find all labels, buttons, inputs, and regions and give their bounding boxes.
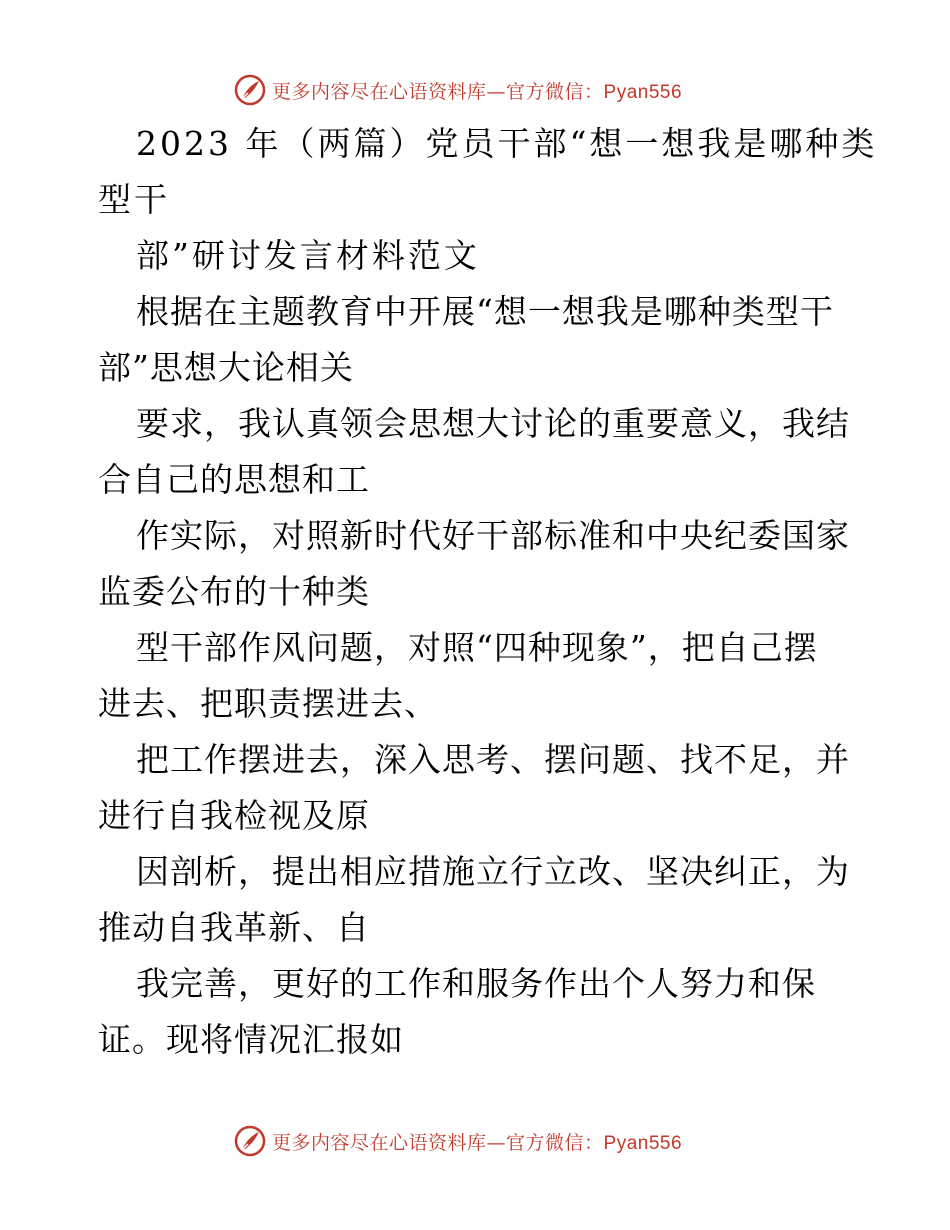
paragraph-line: 进去、把职责摆进去、 xyxy=(98,684,438,723)
paragraph-line: 因剖析，提出相应措施立行立改、坚决纠正，为 xyxy=(136,852,850,891)
header-wechat-id: Pyan556 xyxy=(603,81,683,103)
paragraph-line: 把工作摆进去，深入思考、摆问题、找不足，并 xyxy=(136,740,850,779)
paragraph-line: 要求，我认真领会思想大讨论的重要意义，我结 xyxy=(136,404,850,443)
header-banner-text xyxy=(272,77,682,104)
paragraph-line: 我完善，更好的工作和服务作出个人努力和保 xyxy=(136,964,816,1003)
document-title-line-3: 部”研讨发言材料范文 xyxy=(136,236,480,275)
paragraph-line: 推动自我革新、自 xyxy=(98,908,370,947)
paragraph-line: 进行自我检视及原 xyxy=(98,796,370,835)
paragraph-line: 根据在主题教育中开展“想一想我是哪种类型干 xyxy=(136,292,834,331)
paragraph-line: 监委公布的十种类 xyxy=(98,572,370,611)
footer-wechat-id: Pyan556 xyxy=(603,1132,683,1154)
feather-pen-logo-icon xyxy=(234,1125,266,1157)
footer-banner-label: 更多内容尽在心语资料库—官方微信： xyxy=(272,1131,604,1154)
document-body xyxy=(98,116,878,1068)
header-banner xyxy=(234,72,682,108)
footer-banner-text xyxy=(272,1128,682,1155)
header-banner-label: 更多内容尽在心语资料库—官方微信： xyxy=(272,80,604,103)
feather-pen-logo-icon xyxy=(234,74,266,106)
paragraph-line: 部”思想大论相关 xyxy=(98,348,354,387)
document-title-line-2: 型干 xyxy=(98,180,170,219)
paragraph-line: 型干部作风问题，对照“四种现象”，把自己摆 xyxy=(136,628,818,667)
document-title-line-1: 2023 年（两篇）党员干部“想一想我是哪种类 xyxy=(136,124,878,163)
footer-banner xyxy=(234,1123,682,1159)
paragraph-line: 合自己的思想和工 xyxy=(98,460,370,499)
paragraph-line: 作实际，对照新时代好干部标准和中央纪委国家 xyxy=(136,516,850,555)
paragraph-line: 证。现将情况汇报如 xyxy=(98,1020,404,1059)
